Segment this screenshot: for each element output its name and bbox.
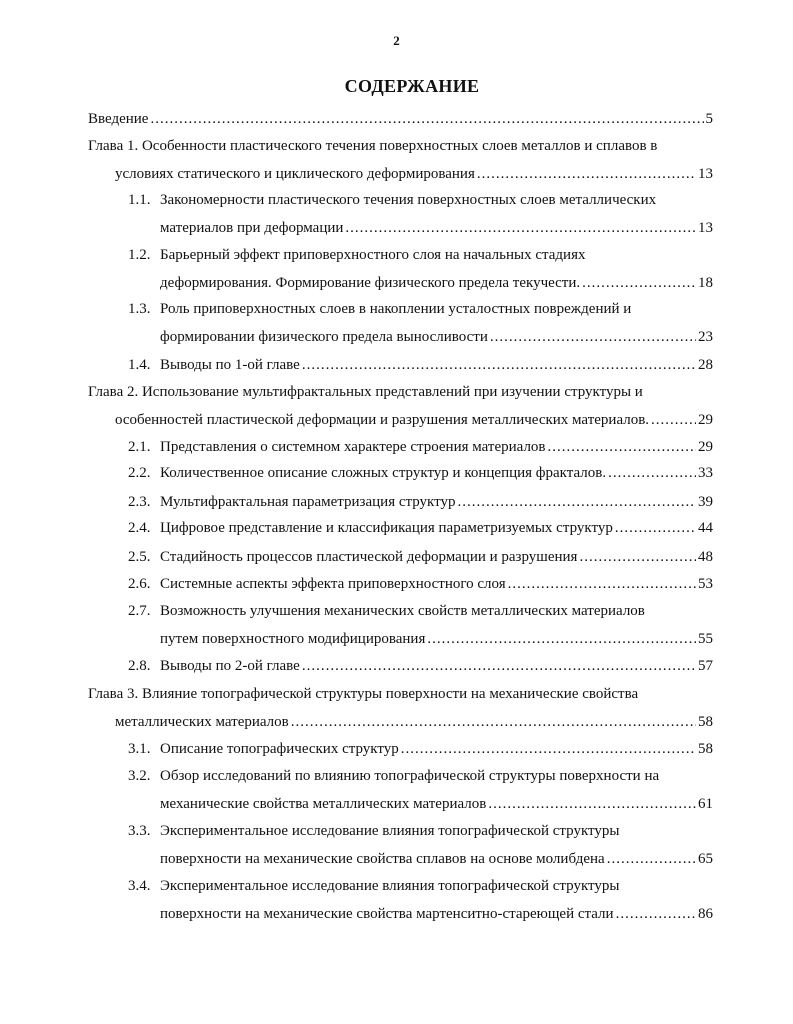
- dot-leader: [458, 489, 697, 515]
- toc-entry-text: Системные аспекты эффекта приповерхностного слоя: [160, 576, 506, 592]
- dot-leader: [488, 791, 696, 817]
- toc-page-number: 29: [698, 439, 713, 455]
- toc-section-number: 3.1.: [128, 741, 151, 757]
- toc-entry-text: материалов при деформации: [160, 219, 344, 236]
- toc-page-number: 65: [698, 850, 713, 867]
- dot-leader: [508, 571, 696, 597]
- toc-page-number: 58: [698, 713, 713, 730]
- page-number: 2: [393, 33, 400, 48]
- toc-entry-text: Выводы по 1-ой главе: [160, 357, 300, 373]
- toc-entry-text: Закономерности пластического течения поверхностных слоев металлических: [160, 192, 657, 208]
- dot-leader: [616, 901, 696, 927]
- toc-entry-text: поверхности на механические свойства мартенситно-стареющей стали: [160, 905, 614, 922]
- dot-leader: [548, 434, 696, 460]
- toc-page-number: 33: [698, 465, 713, 481]
- toc-section-number: 3.3.: [128, 823, 151, 839]
- toc-entry-text: Возможность улучшения механических свойств металлических материалов: [160, 603, 645, 619]
- toc-section-number: 3.4.: [128, 878, 151, 894]
- toc-page-number: 39: [698, 494, 713, 510]
- toc-entry-text: Экспериментальное исследование влияния топографической структуры: [160, 878, 620, 894]
- toc-page-number: 57: [698, 658, 713, 674]
- toc-entry-text: Представления о системном характере строения материалов: [160, 439, 546, 455]
- dot-leader: [401, 736, 696, 762]
- toc-entry-text: Введение: [88, 111, 149, 127]
- dot-leader: [477, 161, 696, 187]
- toc-entry-text: Барьерный эффект приповерхностного слоя на начальных стадиях: [160, 247, 586, 263]
- dot-leader: [608, 460, 696, 486]
- toc-entry-text: формировании физического предела выносливости: [160, 328, 488, 345]
- toc-section-number: 2.5.: [128, 549, 151, 565]
- toc-section-number: 1.2.: [128, 247, 151, 263]
- toc-section-number: 3.2.: [128, 768, 151, 784]
- toc-entry-text: Роль приповерхностных слоев в накоплении усталостных повреждений и: [160, 301, 632, 317]
- toc-section-number: 1.4.: [128, 357, 151, 373]
- toc-page-number: 58: [698, 741, 713, 757]
- dot-leader: [579, 544, 696, 570]
- toc-entry-text: поверхности на механические свойства сплавов на основе молибдена: [160, 850, 605, 867]
- toc-page-number: 13: [698, 165, 713, 182]
- toc-page-number: 29: [698, 411, 713, 428]
- toc-page-number: 53: [698, 576, 713, 592]
- dot-leader: [582, 270, 696, 296]
- toc-entry-text: особенностей пластической деформации и разрушения металлических материалов.: [115, 411, 650, 428]
- dot-leader: [302, 352, 696, 378]
- toc-page-number: 18: [698, 274, 713, 291]
- toc-section-number: 1.3.: [128, 301, 151, 317]
- toc-page-number: 28: [698, 357, 713, 373]
- toc-entry-text: условиях статического и циклического деформирования: [115, 165, 475, 182]
- toc-entry-text: Глава 2. Использование мультифрактальных представлений при изучении структуры и: [88, 384, 643, 400]
- toc-section-number: 2.6.: [128, 576, 151, 592]
- toc-page-number: 5: [705, 111, 713, 127]
- toc-page-number: 13: [698, 219, 713, 236]
- toc-page-number: 61: [698, 795, 713, 812]
- toc-entry-text: Выводы по 2-ой главе: [160, 658, 300, 674]
- dot-leader: [427, 626, 696, 652]
- toc-entry-text: деформирования. Формирование физического предела текучести.: [160, 274, 581, 291]
- toc-page-number: 86: [698, 905, 713, 922]
- dot-leader: [607, 846, 696, 872]
- dot-leader: [651, 407, 696, 433]
- dot-leader: [345, 215, 696, 241]
- toc-section-number: 2.3.: [128, 494, 151, 510]
- toc-page-number: 44: [698, 520, 713, 536]
- dot-leader: [490, 324, 696, 350]
- toc-entry-text: механические свойства металлических материалов: [160, 795, 487, 812]
- toc-section-number: 2.1.: [128, 439, 151, 455]
- toc-section-number: 1.1.: [128, 192, 151, 208]
- dot-leader: [302, 653, 696, 679]
- toc-entry-text: Обзор исследований по влиянию топографической структуры поверхности на: [160, 768, 660, 784]
- toc-page-number: 48: [698, 549, 713, 565]
- toc-page-number: 23: [698, 328, 713, 345]
- toc-page-number: 55: [698, 630, 713, 647]
- toc-section-number: 2.2.: [128, 465, 151, 481]
- toc-entry-text: металлических материалов: [115, 713, 289, 730]
- toc-section-number: 2.7.: [128, 603, 151, 619]
- toc-entry-text: Глава 3. Влияние топографической структуры поверхности на механические свойства: [88, 686, 639, 702]
- toc-entry-text: Цифровое представление и классификация параметризуемых структур: [160, 520, 613, 536]
- dot-leader: [150, 106, 703, 132]
- toc-entry-text: Стадийность процессов пластической деформации и разрушения: [160, 549, 578, 565]
- dot-leader: [615, 515, 696, 541]
- toc-section-number: 2.4.: [128, 520, 151, 536]
- toc-entry-text: Экспериментальное исследование влияния топографической структуры: [160, 823, 620, 839]
- toc-entry-text: Мультифрактальная параметризация структур: [160, 494, 456, 510]
- toc-entry-text: Количественное описание сложных структур и концепция фракталов.: [160, 465, 607, 481]
- toc-section-number: 2.8.: [128, 658, 151, 674]
- toc-entry-text: Глава 1. Особенности пластического течения поверхностных слоев металлов и сплавов в: [88, 138, 658, 154]
- toc-title: СОДЕРЖАНИЕ: [344, 76, 480, 96]
- toc-entry-text: путем поверхностного модифицирования: [160, 630, 426, 647]
- toc-entry-text: Описание топографических структур: [160, 741, 399, 757]
- dot-leader: [291, 709, 696, 735]
